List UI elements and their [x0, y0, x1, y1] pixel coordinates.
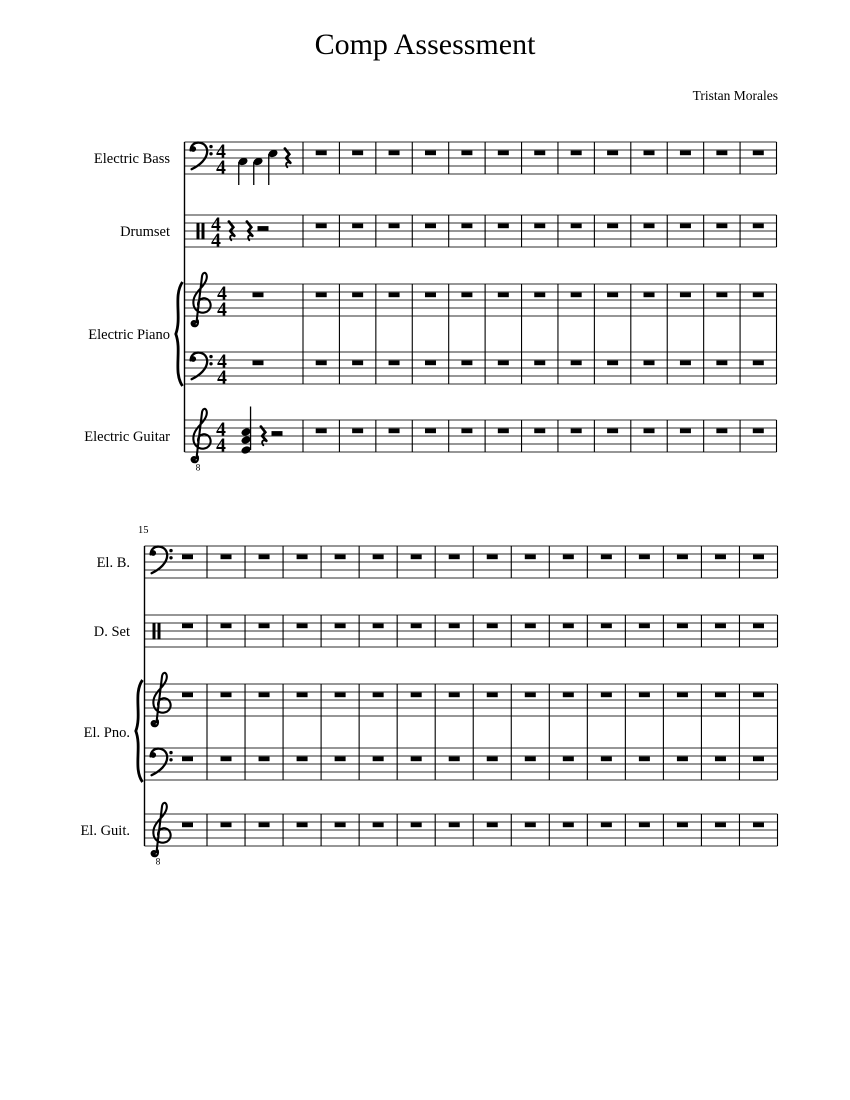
whole-rest	[571, 224, 582, 229]
whole-rest	[449, 693, 460, 698]
whole-rest	[335, 693, 346, 698]
whole-rest	[753, 823, 764, 828]
bass-clef-dot	[209, 362, 212, 365]
whole-rest	[297, 757, 308, 762]
whole-rest	[316, 293, 327, 298]
whole-rest	[753, 693, 764, 698]
whole-rest	[680, 293, 691, 298]
whole-rest	[411, 693, 422, 698]
whole-rest	[487, 757, 498, 762]
instrument-label: El. Guit.	[80, 823, 130, 839]
piano-brace	[136, 680, 143, 782]
bass-clef-icon	[150, 749, 172, 776]
whole-rest	[680, 151, 691, 156]
time-signature-numerator: 4	[216, 419, 226, 441]
treble-clef-dot	[152, 722, 156, 726]
whole-rest	[221, 757, 232, 762]
whole-rest	[498, 361, 509, 366]
whole-rest	[677, 555, 688, 560]
treble-clef-dot	[192, 458, 196, 462]
whole-rest	[221, 555, 232, 560]
whole-rest	[715, 624, 726, 629]
treble-clef-8-icon	[192, 409, 211, 474]
treble-clef-dot	[152, 852, 156, 856]
whole-rest	[753, 151, 764, 156]
whole-rest	[601, 757, 612, 762]
whole-rest	[525, 555, 536, 560]
whole-rest	[601, 555, 612, 560]
whole-rest	[716, 361, 727, 366]
note-stem	[253, 162, 254, 185]
whole-rest	[335, 757, 346, 762]
whole-rest	[335, 624, 346, 629]
whole-rest	[534, 361, 545, 366]
quarter-rest-body	[261, 427, 266, 441]
measure-number: 15	[138, 525, 149, 536]
whole-rest	[461, 361, 472, 366]
whole-rest	[297, 823, 308, 828]
time-signature-denominator: 4	[217, 367, 227, 389]
instrument-label: Drumset	[120, 224, 170, 240]
whole-rest	[639, 624, 650, 629]
whole-rest	[389, 151, 400, 156]
quarter-rest-body	[247, 222, 252, 236]
whole-rest	[715, 693, 726, 698]
whole-rest	[449, 624, 460, 629]
whole-rest	[753, 555, 764, 560]
treble-clef-curve	[152, 803, 171, 856]
whole-rest	[607, 293, 618, 298]
bass-clef-icon	[150, 547, 172, 574]
whole-rest	[571, 151, 582, 156]
bass-clef-dot	[169, 549, 172, 552]
whole-rest	[677, 823, 688, 828]
whole-rest	[259, 823, 270, 828]
whole-rest	[221, 624, 232, 629]
whole-rest	[259, 757, 270, 762]
bass-clef-icon	[190, 353, 212, 380]
whole-rest	[753, 361, 764, 366]
whole-rest	[639, 757, 650, 762]
note-stem	[238, 162, 239, 185]
whole-rest	[607, 429, 618, 434]
whole-rest	[182, 757, 193, 762]
treble-clef-8-icon	[152, 803, 171, 868]
whole-rest	[680, 361, 691, 366]
quarter-rest-body	[285, 149, 290, 163]
whole-rest	[534, 151, 545, 156]
whole-rest	[644, 224, 655, 229]
whole-rest	[221, 823, 232, 828]
whole-rest	[449, 823, 460, 828]
whole-rest	[716, 293, 727, 298]
time-signature-numerator: 4	[211, 214, 221, 236]
time-signature-denominator: 4	[216, 157, 226, 179]
whole-rest	[639, 555, 650, 560]
whole-rest	[316, 361, 327, 366]
whole-rest	[373, 693, 384, 698]
percussion-clef-bar	[158, 623, 161, 640]
whole-rest	[601, 693, 612, 698]
time-signature-denominator: 4	[216, 435, 226, 457]
whole-rest	[644, 361, 655, 366]
whole-rest	[316, 224, 327, 229]
whole-rest	[525, 624, 536, 629]
whole-rest	[297, 693, 308, 698]
whole-rest	[571, 293, 582, 298]
whole-rest	[425, 293, 436, 298]
whole-rest	[571, 361, 582, 366]
instrument-label: Electric Piano	[88, 327, 170, 343]
percussion-clef-bar	[197, 223, 200, 240]
whole-rest	[487, 555, 498, 560]
note-stem	[268, 154, 269, 185]
whole-rest	[259, 555, 270, 560]
whole-rest	[498, 293, 509, 298]
treble-clef-icon	[192, 273, 211, 326]
whole-rest	[680, 429, 691, 434]
whole-rest	[716, 224, 727, 229]
octave-8-label: 8	[195, 463, 201, 474]
half-rest	[258, 226, 269, 231]
whole-rest	[461, 151, 472, 156]
whole-rest	[461, 429, 472, 434]
whole-rest	[607, 224, 618, 229]
whole-rest	[639, 823, 650, 828]
whole-rest	[607, 151, 618, 156]
treble-clef-icon	[152, 673, 171, 726]
score-title: Comp Assessment	[314, 28, 536, 61]
whole-rest	[716, 429, 727, 434]
whole-rest	[411, 624, 422, 629]
whole-rest	[607, 361, 618, 366]
whole-rest	[389, 224, 400, 229]
whole-rest	[389, 361, 400, 366]
half-rest	[272, 431, 283, 436]
instrument-label: El. Pno.	[83, 725, 130, 741]
percussion-clef-bar	[153, 623, 156, 640]
whole-rest	[352, 361, 363, 366]
whole-rest	[335, 555, 346, 560]
whole-rest	[389, 293, 400, 298]
time-signature-denominator: 4	[211, 230, 221, 252]
whole-rest	[601, 624, 612, 629]
time-signature-denominator: 4	[217, 299, 227, 321]
whole-rest	[534, 293, 545, 298]
time-signature-numerator: 4	[217, 351, 227, 373]
bass-clef-dot	[169, 751, 172, 754]
whole-rest	[601, 823, 612, 828]
whole-rest	[182, 555, 193, 560]
treble-clef-curve	[192, 273, 211, 326]
whole-rest	[677, 693, 688, 698]
whole-rest	[253, 293, 264, 298]
whole-rest	[753, 293, 764, 298]
bass-clef-dot	[169, 758, 172, 761]
whole-rest	[753, 624, 764, 629]
bass-clef-dot	[209, 145, 212, 148]
whole-rest	[563, 757, 574, 762]
whole-rest	[461, 293, 472, 298]
whole-rest	[352, 151, 363, 156]
whole-rest	[352, 224, 363, 229]
whole-rest	[411, 823, 422, 828]
whole-rest	[449, 555, 460, 560]
bass-clef-icon	[190, 143, 212, 170]
whole-rest	[644, 293, 655, 298]
whole-rest	[449, 757, 460, 762]
whole-rest	[259, 693, 270, 698]
whole-rest	[316, 429, 327, 434]
whole-rest	[425, 224, 436, 229]
whole-rest	[297, 555, 308, 560]
whole-rest	[753, 429, 764, 434]
whole-rest	[715, 757, 726, 762]
whole-rest	[389, 429, 400, 434]
quarter-rest-body	[229, 222, 234, 236]
whole-rest	[411, 555, 422, 560]
whole-rest	[498, 151, 509, 156]
whole-rest	[525, 693, 536, 698]
whole-rest	[373, 624, 384, 629]
instrument-label: Electric Bass	[93, 151, 170, 167]
whole-rest	[487, 823, 498, 828]
treble-clef-curve	[192, 409, 211, 462]
whole-rest	[182, 693, 193, 698]
whole-rest	[753, 224, 764, 229]
whole-rest	[639, 693, 650, 698]
whole-rest	[534, 224, 545, 229]
instrument-label: D. Set	[93, 624, 130, 640]
whole-rest	[498, 224, 509, 229]
whole-rest	[715, 555, 726, 560]
whole-rest	[297, 624, 308, 629]
whole-rest	[425, 151, 436, 156]
treble-clef-dot	[192, 322, 196, 326]
whole-rest	[425, 361, 436, 366]
octave-8-label: 8	[155, 857, 161, 868]
whole-rest	[425, 429, 436, 434]
whole-rest	[461, 224, 472, 229]
whole-rest	[411, 757, 422, 762]
bass-clef-dot	[209, 152, 212, 155]
whole-rest	[571, 429, 582, 434]
whole-rest	[487, 624, 498, 629]
whole-rest	[182, 624, 193, 629]
whole-rest	[316, 151, 327, 156]
whole-rest	[498, 429, 509, 434]
whole-rest	[716, 151, 727, 156]
whole-rest	[182, 823, 193, 828]
whole-rest	[563, 555, 574, 560]
piano-brace	[176, 282, 183, 386]
whole-rest	[715, 823, 726, 828]
time-signature-numerator: 4	[216, 141, 226, 163]
whole-rest	[259, 624, 270, 629]
percussion-clef-bar	[202, 223, 205, 240]
whole-rest	[680, 224, 691, 229]
whole-rest	[753, 757, 764, 762]
bass-clef-dot	[209, 355, 212, 358]
whole-rest	[525, 823, 536, 828]
whole-rest	[644, 151, 655, 156]
whole-rest	[677, 624, 688, 629]
whole-rest	[563, 693, 574, 698]
instrument-label: El. B.	[96, 555, 130, 571]
bass-clef-dot	[169, 556, 172, 559]
whole-rest	[221, 693, 232, 698]
time-signature-numerator: 4	[217, 283, 227, 305]
whole-rest	[677, 757, 688, 762]
whole-rest	[352, 293, 363, 298]
whole-rest	[352, 429, 363, 434]
instrument-label: Electric Guitar	[84, 429, 170, 445]
whole-rest	[373, 757, 384, 762]
whole-rest	[253, 361, 264, 366]
whole-rest	[487, 693, 498, 698]
whole-rest	[534, 429, 545, 434]
whole-rest	[525, 757, 536, 762]
whole-rest	[373, 823, 384, 828]
composer-credit: Tristan Morales	[692, 88, 778, 103]
whole-rest	[563, 624, 574, 629]
treble-clef-curve	[152, 673, 171, 726]
note-stem	[250, 407, 251, 451]
whole-rest	[373, 555, 384, 560]
whole-rest	[335, 823, 346, 828]
whole-rest	[563, 823, 574, 828]
whole-rest	[644, 429, 655, 434]
